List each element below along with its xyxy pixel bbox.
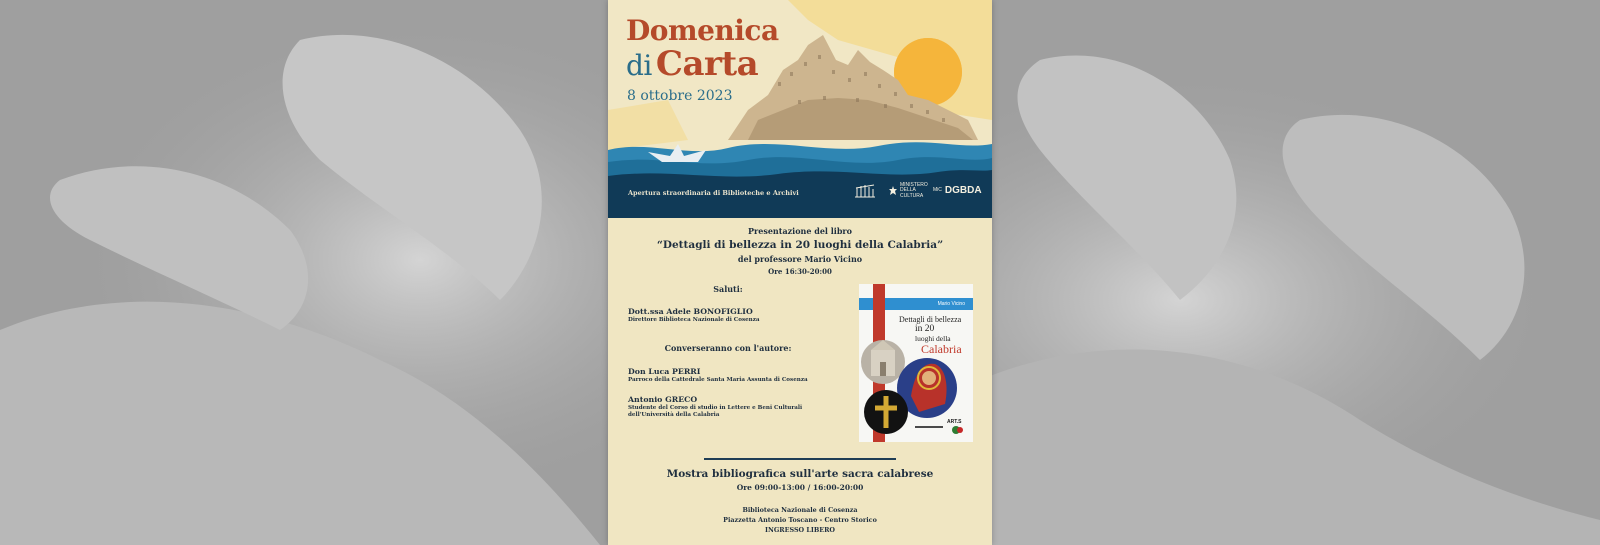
- cover-publisher: ART.S: [947, 419, 962, 425]
- poster-content: [608, 218, 992, 545]
- cover-author: Mario Vicino: [937, 301, 965, 307]
- author-line: del professore Mario Vicino: [737, 254, 863, 264]
- greetings-label: Saluti:: [713, 284, 743, 294]
- header-subtitle: Apertura straordinaria di Biblioteche e Archivi: [628, 189, 799, 197]
- cover-title-line-1: Dettagli di bellezza: [899, 315, 962, 324]
- poster-title-carta: Carta: [655, 44, 759, 84]
- poster-title-di: di: [626, 49, 652, 82]
- speaker-item: [628, 367, 858, 384]
- presentation-time: Ore 16:30-20:00: [768, 267, 832, 276]
- speaker-role-line-2: dell'Università della Calabria: [628, 412, 720, 418]
- book-title: “Dettagli di bellezza in 20 luoghi della Calabria”: [656, 239, 944, 251]
- cover-title-line-4: Calabria: [921, 342, 962, 356]
- speakers-label: Converseranno con l'autore:: [664, 343, 792, 353]
- book-cover-image: [859, 284, 973, 442]
- person-role: Direttore Biblioteca Nazionale di Cosenza: [628, 317, 760, 323]
- poster-header: [608, 0, 992, 218]
- library-logo-icon: [854, 183, 876, 199]
- exhibition-hours: Ore 09:00-13:00 / 16:00-20:00: [736, 483, 864, 492]
- person-name: Dott.ssa Adele BONOFIGLIO: [628, 307, 753, 316]
- section-divider: [704, 458, 896, 460]
- poster-title-domenica: Domenica: [626, 14, 779, 47]
- ministry-line-1: MINISTERO: [900, 181, 928, 188]
- event-date: 8 ottobre 2023: [627, 88, 733, 104]
- poster-title-di-carta: [626, 44, 758, 84]
- presentation-label: Presentazione del libro: [748, 226, 852, 236]
- speaker-name: Antonio GRECO: [628, 395, 698, 404]
- cover-title-line-2: in 20: [915, 324, 935, 334]
- cover-title-line-3: luoghi della: [915, 334, 951, 343]
- ministry-line-2: DELLA: [900, 187, 916, 194]
- speaker-role: Parroco della Cattedrale Santa Maria Assunta di Cosenza: [628, 377, 808, 383]
- event-poster: [608, 0, 992, 545]
- dgbda-logo: [933, 183, 982, 199]
- dgbda-label: DGBDA: [944, 185, 982, 196]
- exhibition-title: Mostra bibliografica sull'arte sacra calabrese: [666, 468, 934, 480]
- ministry-star-icon: [888, 185, 898, 197]
- greeting-person: [628, 307, 858, 324]
- mic-label: MiC: [933, 187, 942, 194]
- speaker-name: Don Luca PERRI: [628, 367, 701, 376]
- ministry-line-3: CULTURA: [900, 192, 924, 199]
- speaker-item: [628, 395, 858, 419]
- venue-entry: INGRESSO LIBERO: [765, 526, 835, 534]
- venue-address: Piazzetta Antonio Toscano - Centro Storico: [723, 516, 877, 524]
- venue-name: Biblioteca Nazionale di Cosenza: [742, 506, 858, 514]
- ministero-cultura-logo: [888, 183, 928, 199]
- speaker-role-line-1: Studente del Corso di studio in Lettere e Beni Culturali: [628, 405, 803, 411]
